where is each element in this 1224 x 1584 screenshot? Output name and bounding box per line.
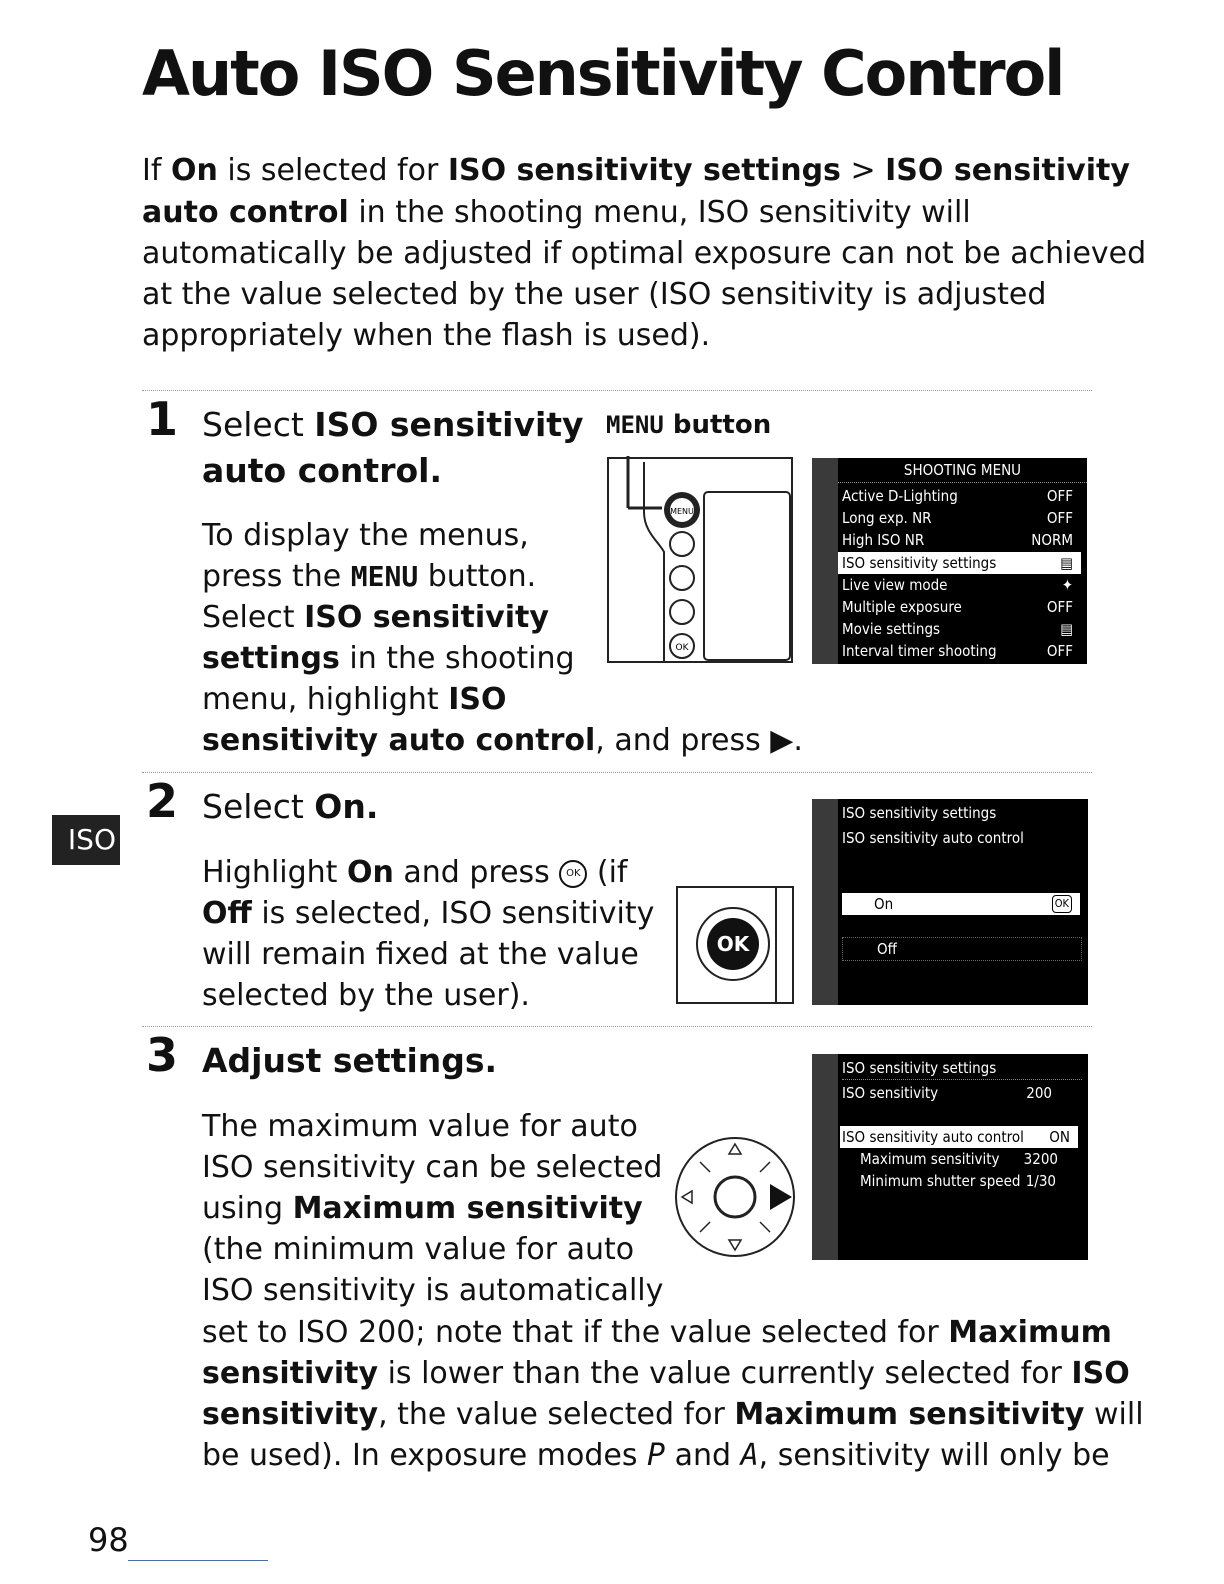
auto-control-screen (812, 799, 1088, 1005)
menu-header: SHOOTING MENU (838, 458, 1087, 483)
step-1-number: 1 (146, 392, 179, 446)
menu-row-selected: ISO sensitivity settings ▤ (838, 552, 1081, 574)
svg-text:MENU: MENU (670, 507, 694, 516)
step-3-text-line: The maximum value for auto (202, 1109, 638, 1144)
screen-subheader: ISO sensitivity auto control (842, 829, 1024, 847)
settings-row: ISO sensitivity 200 (842, 1084, 1052, 1102)
step-3-text-line: sensitivity is lower than the value currently selected for ISO (202, 1356, 1130, 1391)
ok-symbol-icon: OK (559, 860, 587, 888)
menu-row: High ISO NR NORM (842, 531, 1073, 549)
settings-row: Minimum shutter speed 1/30 (860, 1172, 1056, 1190)
page-number: 98 (88, 1521, 129, 1559)
menu-row: Active D-Lighting OFF (842, 487, 1073, 505)
step-2-text-line: Highlight On and press OK (if (202, 855, 628, 890)
menu-row: Interval timer shooting OFF (842, 642, 1073, 660)
step-1-text-line: press the MENU button. (202, 559, 537, 594)
step-3-text-line: (the minimum value for auto (202, 1232, 635, 1267)
intro-line-2: auto control in the shooting menu, ISO sensitivity will (142, 195, 971, 230)
menu-row: Live view mode ✦ (842, 576, 1073, 594)
step-3-text-line: set to ISO 200; note that if the value selected for Maximum (202, 1315, 1112, 1350)
shooting-menu-screen (812, 458, 1087, 664)
step-2-number: 2 (146, 774, 179, 828)
option-off: Off (842, 937, 1082, 961)
step-1-title-line-2: auto control. (202, 451, 442, 490)
step-2-title: Select On. (202, 787, 379, 826)
step-3-number: 3 (146, 1028, 179, 1082)
camera-back-illustration (604, 452, 796, 666)
settings-row-selected: ISO sensitivity auto control ON (840, 1126, 1078, 1148)
intro-line-5: appropriately when the flash is used). (142, 318, 711, 353)
page-number-rule (128, 1560, 268, 1561)
intro-line-3: automatically be adjusted if optimal exposure can not be achieved (142, 236, 1147, 271)
intro-line-4: at the value selected by the user (ISO sensitivity is adjusted (142, 277, 1047, 312)
menu-row: Multiple exposure OFF (842, 598, 1073, 616)
page-title: Auto ISO Sensitivity Control (142, 37, 1064, 110)
iso-section-tab: ISO (52, 815, 120, 865)
step-3-text-line: be used). In exposure modes P and A, sensitivity will only be (202, 1438, 1110, 1473)
step-3-text-line: using Maximum sensitivity (202, 1191, 643, 1226)
screen-header: ISO sensitivity settings (842, 1057, 1082, 1080)
step-1-text-line: sensitivity auto control, and press ▶. (202, 723, 803, 758)
divider (142, 772, 1092, 773)
step-3-text-line: sensitivity, the value selected for Maximum sensitivity will (202, 1397, 1144, 1432)
menu-button-caption: MENU button (606, 410, 772, 440)
ok-button-illustration (676, 886, 794, 1004)
step-1-title: Select ISO sensitivity (202, 405, 584, 444)
ok-button: OK (707, 918, 759, 970)
intro-line-1: If On is selected for ISO sensitivity settings > ISO sensitivity (142, 153, 1130, 188)
option-on-selected: On OK (842, 893, 1080, 915)
divider (142, 390, 1092, 391)
step-2-text-line: Off is selected, ISO sensitivity (202, 896, 655, 931)
menu-sidebar (812, 1054, 838, 1260)
divider (142, 1026, 1092, 1027)
menu-sidebar (812, 458, 838, 664)
settings-row: Maximum sensitivity 3200 (860, 1150, 1058, 1168)
step-2-text-line: will remain fixed at the value (202, 937, 639, 972)
step-2-text-line: selected by the user). (202, 978, 530, 1013)
multi-selector-illustration (674, 1134, 800, 1260)
step-3-text-line: ISO sensitivity is automatically (202, 1273, 664, 1308)
svg-text:OK: OK (675, 643, 689, 653)
iso-settings-screen (812, 1054, 1088, 1260)
step-1-text-line: settings in the shooting (202, 641, 575, 676)
menu-row: Movie settings ▤ (842, 620, 1073, 638)
step-3-title: Adjust settings. (202, 1041, 498, 1080)
step-1-text-line: Select ISO sensitivity (202, 600, 549, 635)
step-3-text-line: ISO sensitivity can be selected (202, 1150, 663, 1185)
menu-sidebar (812, 799, 838, 1005)
step-1-text-line: menu, highlight ISO (202, 682, 507, 717)
step-1-text-line: To display the menus, (202, 518, 529, 553)
screen-header: ISO sensitivity settings (842, 804, 997, 822)
menu-row: Long exp. NR OFF (842, 509, 1073, 527)
